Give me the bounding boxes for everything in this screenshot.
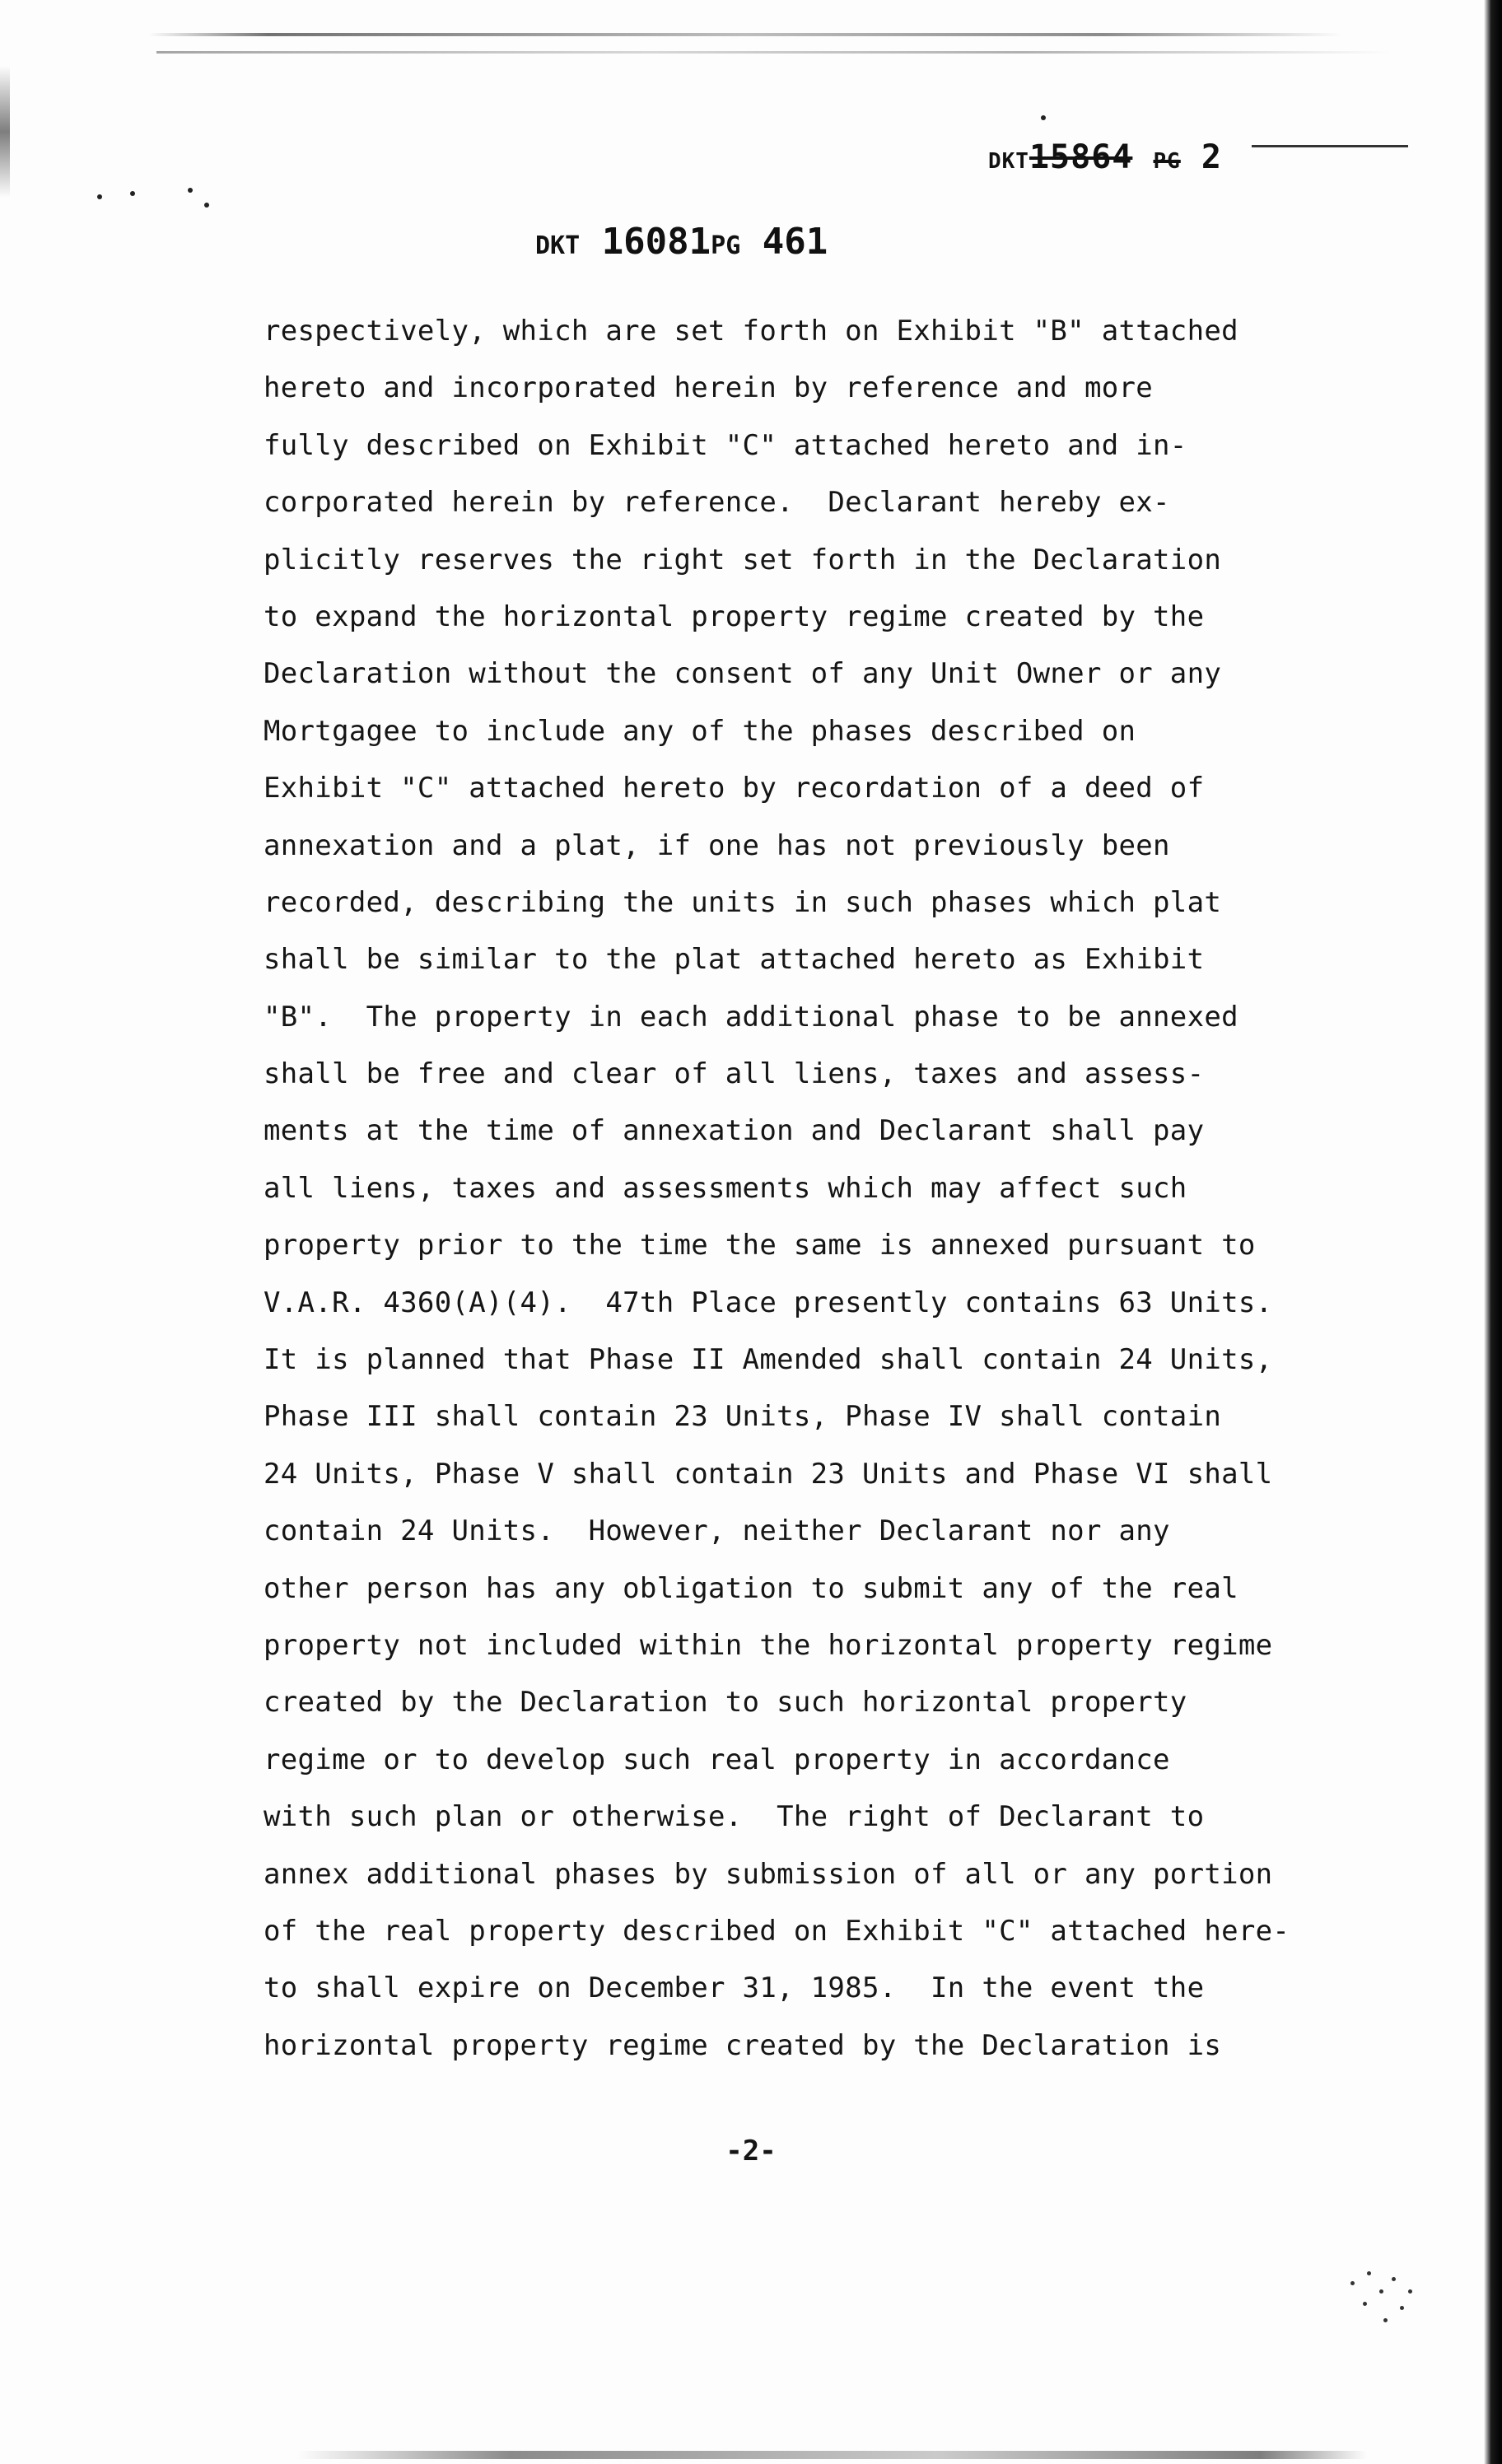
docket-book-number: 16081 [601, 221, 711, 263]
scan-edge-right [1484, 0, 1502, 2464]
scan-speck [130, 191, 135, 196]
text-line: fully described on Exhibit "C" attached hereto and in- [264, 428, 1187, 462]
scan-speck [188, 188, 193, 193]
text-line: horizontal property regime created by the Declaration is [264, 2028, 1222, 2062]
text-line: shall be similar to the plat attached hereto as Exhibit [264, 943, 1205, 977]
recording-stamp-superseded [988, 138, 1222, 176]
recording-stamp [535, 221, 828, 263]
text-line: property prior to the time the same is annexed pursuant to [264, 1229, 1256, 1262]
scan-edge-bottom [296, 2451, 1367, 2459]
text-line: Phase III shall contain 23 Units, Phase IV shall contain [264, 1400, 1222, 1434]
scan-speck [1041, 115, 1046, 120]
text-line: hereto and incorporated herein by reference and more [264, 371, 1154, 405]
scan-edge-left [0, 66, 10, 198]
scan-speck [97, 194, 102, 199]
scan-speck [204, 203, 209, 208]
text-line: ments at the time of annexation and Declarant shall pay [264, 1114, 1205, 1148]
docket-book-number: 15864 [1029, 138, 1133, 176]
docket-prefix: DKT [535, 231, 581, 260]
text-line: of the real property described on Exhibit "C" attached here- [264, 1914, 1290, 1948]
scan-edge-top [148, 33, 1342, 36]
text-line: annex additional phases by submission of all or any portion [264, 1857, 1273, 1891]
docket-page-number: 461 [762, 221, 828, 263]
text-line: corporated herein by reference. Declarant hereby ex- [264, 486, 1170, 520]
text-line: annexation and a plat, if one has not previously been [264, 828, 1170, 862]
text-line: V.A.R. 4360(A)(4). 47th Place presently contains 63 Units. [264, 1286, 1273, 1319]
body-text [264, 303, 1367, 2074]
text-line: shall be free and clear of all liens, taxes and assess- [264, 1057, 1205, 1091]
text-line: to expand the horizontal property regime created by the [264, 600, 1205, 633]
docket-page-number: 2 [1201, 138, 1222, 176]
text-line: "B". The property in each additional phase to be annexed [264, 1000, 1238, 1034]
text-line: other person has any obligation to submit any of the real [264, 1571, 1238, 1605]
text-line: with such plan or otherwise. The right of Declarant to [264, 1800, 1205, 1834]
stamp-rule [1252, 145, 1408, 147]
text-line: plicitly reserves the right set forth in the Declaration [264, 543, 1222, 576]
text-line: Mortgagee to include any of the phases described on [264, 714, 1136, 748]
text-line: respectively, which are set forth on Exhibit "B" attached [264, 315, 1238, 348]
scan-smudge [1334, 2256, 1433, 2355]
page-number: -2- [725, 2135, 777, 2168]
docket-pg-label: PG [1153, 149, 1181, 174]
docket-prefix: DKT [988, 149, 1029, 174]
scan-edge-top-secondary [156, 51, 1392, 54]
text-line: Exhibit "C" attached hereto by recordation of a deed of [264, 772, 1205, 805]
text-line: 24 Units, Phase V shall contain 23 Units and Phase VI shall [264, 1457, 1273, 1491]
text-line: contain 24 Units. However, neither Declarant nor any [264, 1514, 1170, 1548]
text-line: property not included within the horizontal property regime [264, 1628, 1273, 1662]
text-line: all liens, taxes and assessments which may affect such [264, 1171, 1187, 1205]
text-line: recorded, describing the units in such phases which plat [264, 885, 1222, 919]
docket-pg-label: PG [711, 231, 741, 260]
text-line: to shall expire on December 31, 1985. In the event the [264, 1972, 1205, 2005]
text-line: regime or to develop such real property in accordance [264, 1743, 1170, 1776]
text-line: It is planned that Phase II Amended shall contain 24 Units, [264, 1343, 1273, 1377]
text-line: created by the Declaration to such horizontal property [264, 1686, 1187, 1720]
text-line: Declaration without the consent of any Unit Owner or any [264, 657, 1222, 691]
